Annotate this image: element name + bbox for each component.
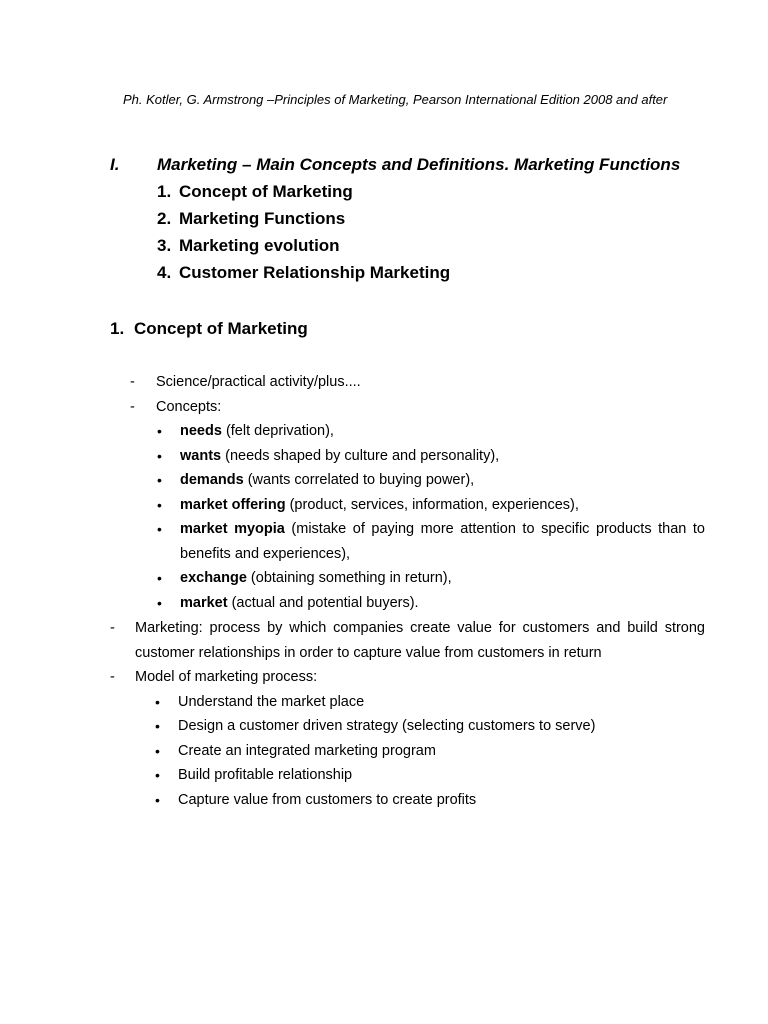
bullet-marker: • [157, 594, 162, 611]
process-step-text: Understand the market place [178, 693, 365, 710]
bullet-marker: • [155, 693, 160, 710]
bullet-marker: • [155, 742, 160, 759]
process-step [110, 788, 705, 813]
concept-term: demands [180, 472, 244, 488]
bullet-marker: • [157, 447, 162, 464]
concept-description: (obtaining something in return), [246, 570, 452, 586]
dash-marker: - [110, 669, 115, 685]
bullet-marker: • [157, 496, 162, 513]
bullet-marker: • [155, 767, 160, 783]
concepts-list [130, 419, 705, 615]
process-step [110, 714, 705, 739]
model-label: Model of marketing process: [135, 669, 318, 685]
citation: Ph. Kotler, G. Armstrong –Principles of Marketing, Pearson International Edition 2008 and after [123, 92, 668, 107]
bullet-marker: • [157, 521, 162, 537]
bullet-marker: • [157, 570, 162, 586]
chapter-contents-list [157, 182, 450, 290]
concepts-block [130, 370, 705, 615]
process-step [110, 690, 705, 715]
bullet-marker: • [155, 718, 160, 734]
concept-item [130, 493, 705, 518]
process-step [110, 739, 705, 764]
concept-item [130, 591, 705, 616]
dash-item-science [130, 370, 705, 395]
concept-item [130, 517, 705, 566]
chapter-title: Marketing – Main Concepts and Definitions. Marketing Functions [157, 155, 681, 174]
contents-item [157, 209, 450, 236]
concept-item [130, 468, 705, 493]
dash-marker: - [130, 374, 135, 390]
marketing-process-block [110, 616, 705, 812]
process-step-text: Capture value from customers to create profits [178, 791, 477, 808]
process-step-text: Create an integrated marketing program [178, 742, 436, 759]
dash-item-model [110, 665, 705, 690]
contents-item-label: Concept of Marketing [179, 182, 353, 201]
concept-description: (product, services, information, experiences), [285, 496, 579, 513]
concept-term: market offering [180, 496, 286, 513]
concept-term: exchange [180, 570, 247, 586]
concept-item [130, 419, 705, 444]
bullet-marker: • [157, 472, 162, 488]
dash-item-text: Concepts: [156, 398, 222, 415]
bullet-marker: • [157, 423, 162, 439]
dash-item-definition [110, 616, 705, 665]
concept-item [130, 566, 705, 591]
concept-description: (actual and potential buyers). [227, 594, 419, 611]
dash-marker: - [130, 398, 135, 415]
contents-item-number: 1. [157, 182, 172, 201]
process-step [110, 763, 705, 788]
dash-marker: - [110, 620, 115, 636]
bullet-marker: • [155, 791, 160, 808]
concept-term: market myopia [180, 521, 285, 537]
contents-item-label: Customer Relationship Marketing [179, 263, 451, 282]
contents-item-number: 3. [157, 236, 172, 255]
concept-description: (mistake of paying more attention to specific products than to benefits and experiences), [180, 521, 705, 562]
section-number: 1. [110, 319, 125, 338]
process-step-text: Design a customer driven strategy (selecting customers to serve) [178, 718, 596, 734]
concept-description: (needs shaped by culture and personality), [221, 447, 500, 464]
concept-term: market [180, 594, 228, 611]
contents-item [157, 236, 450, 263]
contents-item-number: 2. [157, 209, 172, 228]
section-title: Concept of Marketing [134, 319, 308, 338]
chapter-numeral: I. [110, 155, 120, 174]
contents-item-number: 4. [157, 263, 172, 282]
contents-item-label: Marketing Functions [179, 209, 346, 228]
contents-item [157, 182, 450, 209]
concept-description: (wants correlated to buying power), [243, 472, 475, 488]
concept-item [130, 444, 705, 469]
marketing-definition: Marketing: process by which companies create value for customers and build strong customer relationships in order to capture value from customers in return [135, 620, 705, 661]
concept-term: wants [180, 447, 222, 464]
process-step-text: Build profitable relationship [178, 767, 353, 783]
concept-description: (felt deprivation), [221, 423, 334, 439]
contents-item-label: Marketing evolution [179, 236, 340, 255]
concept-term: needs [180, 423, 222, 439]
dash-item-concepts [130, 395, 705, 420]
contents-item [157, 263, 450, 290]
section-heading [110, 319, 308, 339]
process-steps-list [110, 690, 705, 813]
dash-item-text: Science/practical activity/plus.... [156, 374, 361, 390]
